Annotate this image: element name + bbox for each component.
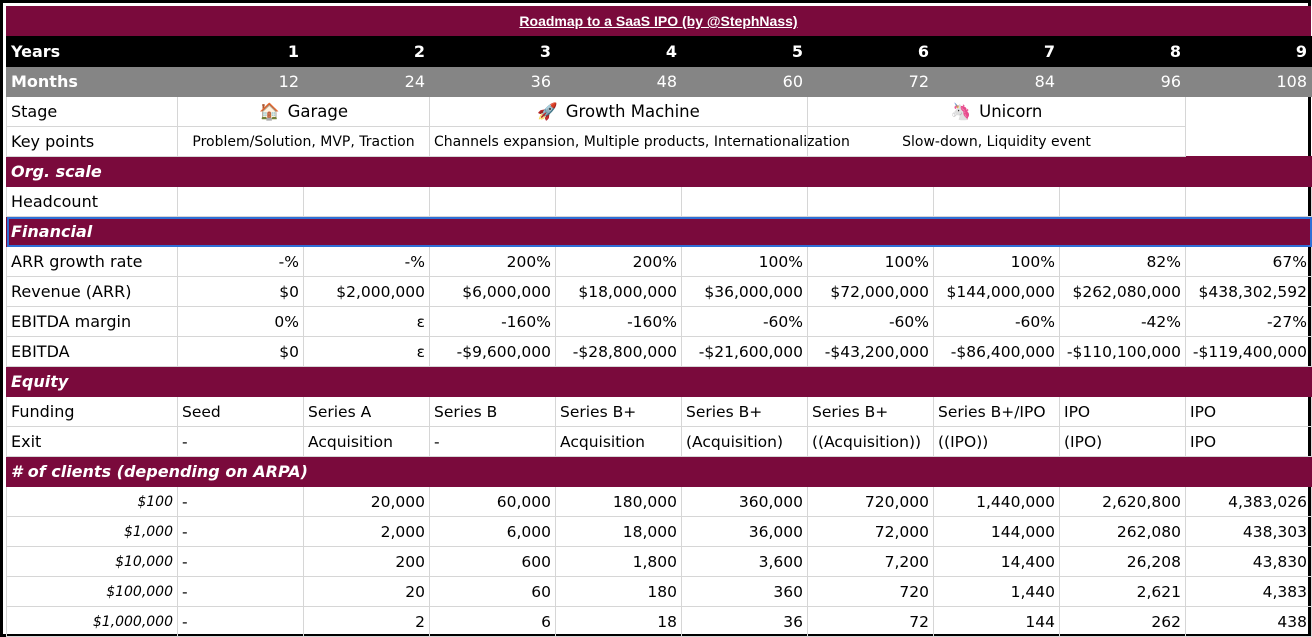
- stage-cell[interactable]: [808, 97, 1186, 127]
- section-financial: [7, 217, 1312, 247]
- clients-cell[interactable]: 60,000: [430, 487, 556, 517]
- clients-cell[interactable]: -: [178, 607, 304, 637]
- year-cell[interactable]: 1: [178, 37, 304, 67]
- clients-cell[interactable]: 720: [808, 577, 934, 607]
- clients-cell[interactable]: 60: [430, 577, 556, 607]
- equity-cell[interactable]: Series B+: [556, 397, 682, 427]
- value-cell[interactable]: $438,302,592: [1186, 277, 1312, 307]
- value-cell[interactable]: -60%: [934, 307, 1060, 337]
- year-cell[interactable]: 3: [430, 37, 556, 67]
- clients-cell[interactable]: 262,080: [1060, 517, 1186, 547]
- value-cell[interactable]: 100%: [934, 247, 1060, 277]
- year-cell[interactable]: 2: [304, 37, 430, 67]
- row-label[interactable]: ARR growth rate: [7, 247, 178, 277]
- value-cell[interactable]: -27%: [1186, 307, 1312, 337]
- clients-cell[interactable]: 20: [304, 577, 430, 607]
- stage-row: [7, 97, 1312, 127]
- stage-cell[interactable]: [430, 97, 808, 127]
- stage-name: Unicorn: [979, 101, 1043, 121]
- rocket-icon: 🚀: [537, 101, 558, 121]
- arpa-label[interactable]: $10,000: [7, 547, 178, 577]
- headcount-cell[interactable]: [682, 187, 808, 217]
- clients-row: [7, 577, 1312, 607]
- clients-cell[interactable]: 262: [1060, 607, 1186, 637]
- stage-name: Garage: [287, 101, 348, 121]
- equity-cell[interactable]: Series B+: [808, 397, 934, 427]
- headcount-label[interactable]: Headcount: [7, 187, 178, 217]
- clients-cell[interactable]: 144,000: [934, 517, 1060, 547]
- value-cell[interactable]: 200%: [430, 247, 556, 277]
- equity-row: [7, 427, 1312, 457]
- month-cell[interactable]: 48: [556, 67, 682, 97]
- financial-row: [7, 277, 1312, 307]
- clients-cell[interactable]: 7,200: [808, 547, 934, 577]
- months-label[interactable]: Months: [7, 67, 178, 97]
- value-cell[interactable]: $36,000,000: [682, 277, 808, 307]
- key-points-label[interactable]: Key points: [7, 127, 178, 157]
- value-cell[interactable]: $0: [178, 277, 304, 307]
- headcount-cell[interactable]: [934, 187, 1060, 217]
- clients-cell[interactable]: 438: [1186, 607, 1312, 637]
- month-cell[interactable]: 12: [178, 67, 304, 97]
- arpa-label[interactable]: $1,000,000: [7, 607, 178, 637]
- value-cell[interactable]: $144,000,000: [934, 277, 1060, 307]
- value-cell[interactable]: $72,000,000: [808, 277, 934, 307]
- value-cell[interactable]: -$43,200,000: [808, 337, 934, 367]
- headcount-cell[interactable]: [556, 187, 682, 217]
- value-cell[interactable]: 100%: [682, 247, 808, 277]
- clients-row: [7, 607, 1312, 637]
- year-cell[interactable]: 9: [1186, 37, 1312, 67]
- house-icon: 🏠: [259, 101, 280, 121]
- stage-cell[interactable]: [178, 97, 430, 127]
- clients-cell[interactable]: -: [178, 517, 304, 547]
- clients-cell[interactable]: 20,000: [304, 487, 430, 517]
- section-org-scale-label[interactable]: Org. scale: [7, 157, 1312, 187]
- section-financial-label[interactable]: Financial: [7, 217, 1312, 247]
- equity-cell[interactable]: Seed: [178, 397, 304, 427]
- year-cell[interactable]: 4: [556, 37, 682, 67]
- clients-cell[interactable]: 2: [304, 607, 430, 637]
- clients-cell[interactable]: 2,000: [304, 517, 430, 547]
- value-cell[interactable]: 0%: [178, 307, 304, 337]
- month-cell[interactable]: 24: [304, 67, 430, 97]
- clients-cell[interactable]: 36: [682, 607, 808, 637]
- equity-cell[interactable]: IPO: [1186, 427, 1312, 457]
- key-points-cell[interactable]: Channels expansion, Multiple products, Internationalization: [430, 127, 808, 157]
- section-clients: [7, 457, 1312, 487]
- clients-cell[interactable]: 26,208: [1060, 547, 1186, 577]
- month-cell[interactable]: 36: [430, 67, 556, 97]
- value-cell[interactable]: -42%: [1060, 307, 1186, 337]
- clients-cell[interactable]: 360: [682, 577, 808, 607]
- value-cell[interactable]: 100%: [808, 247, 934, 277]
- equity-cell[interactable]: Series B+: [682, 397, 808, 427]
- clients-cell[interactable]: 4,383: [1186, 577, 1312, 607]
- clients-cell[interactable]: 6,000: [430, 517, 556, 547]
- section-org-scale: [7, 157, 1312, 187]
- value-cell[interactable]: -$9,600,000: [430, 337, 556, 367]
- equity-cell[interactable]: Acquisition: [304, 427, 430, 457]
- value-cell[interactable]: ε: [304, 307, 430, 337]
- value-cell[interactable]: -60%: [682, 307, 808, 337]
- headcount-cell[interactable]: [1060, 187, 1186, 217]
- clients-cell[interactable]: 1,800: [556, 547, 682, 577]
- financial-row: [7, 337, 1312, 367]
- value-cell[interactable]: -$110,100,000: [1060, 337, 1186, 367]
- value-cell[interactable]: $262,080,000: [1060, 277, 1186, 307]
- month-cell[interactable]: 72: [808, 67, 934, 97]
- year-cell[interactable]: 5: [682, 37, 808, 67]
- year-cell[interactable]: 8: [1060, 37, 1186, 67]
- equity-cell[interactable]: ((Acquisition)): [808, 427, 934, 457]
- stage-name: Growth Machine: [565, 101, 700, 121]
- section-equity: [7, 367, 1312, 397]
- months-row: [7, 67, 1312, 97]
- row-label[interactable]: EBITDA margin: [7, 307, 178, 337]
- key-points-cell[interactable]: Problem/Solution, MVP, Traction: [178, 127, 430, 157]
- year-cell[interactable]: 7: [934, 37, 1060, 67]
- clients-cell[interactable]: 200: [304, 547, 430, 577]
- clients-cell[interactable]: 6: [430, 607, 556, 637]
- value-cell[interactable]: -160%: [556, 307, 682, 337]
- year-cell[interactable]: 6: [808, 37, 934, 67]
- clients-cell[interactable]: 2,620,800: [1060, 487, 1186, 517]
- value-cell[interactable]: -%: [178, 247, 304, 277]
- section-clients-label[interactable]: # of clients (depending on ARPA): [7, 457, 1312, 487]
- clients-cell[interactable]: 18,000: [556, 517, 682, 547]
- equity-cell[interactable]: Series B+/IPO: [934, 397, 1060, 427]
- arpa-label[interactable]: $100,000: [7, 577, 178, 607]
- equity-cell[interactable]: Acquisition: [556, 427, 682, 457]
- arpa-label[interactable]: $100: [7, 487, 178, 517]
- headcount-cell[interactable]: [808, 187, 934, 217]
- headcount-cell[interactable]: [430, 187, 556, 217]
- value-cell[interactable]: $2,000,000: [304, 277, 430, 307]
- clients-row: [7, 547, 1312, 577]
- value-cell[interactable]: $6,000,000: [430, 277, 556, 307]
- financial-row: [7, 247, 1312, 277]
- value-cell[interactable]: $0: [178, 337, 304, 367]
- row-label[interactable]: Funding: [7, 397, 178, 427]
- equity-cell[interactable]: -: [430, 427, 556, 457]
- clients-cell[interactable]: 1,440,000: [934, 487, 1060, 517]
- equity-cell[interactable]: (IPO): [1060, 427, 1186, 457]
- value-cell[interactable]: 67%: [1186, 247, 1312, 277]
- row-label[interactable]: Exit: [7, 427, 178, 457]
- equity-cell[interactable]: -: [178, 427, 304, 457]
- clients-cell[interactable]: 72: [808, 607, 934, 637]
- section-equity-label[interactable]: Equity: [7, 367, 1312, 397]
- clients-row: [7, 517, 1312, 547]
- years-row: [7, 37, 1312, 67]
- clients-cell[interactable]: 144: [934, 607, 1060, 637]
- value-cell[interactable]: -160%: [430, 307, 556, 337]
- equity-cell[interactable]: IPO: [1186, 397, 1312, 427]
- roadmap-table: [6, 36, 1312, 637]
- clients-cell[interactable]: 180: [556, 577, 682, 607]
- clients-cell[interactable]: 360,000: [682, 487, 808, 517]
- value-cell[interactable]: -$21,600,000: [682, 337, 808, 367]
- clients-cell[interactable]: 18: [556, 607, 682, 637]
- equity-cell[interactable]: Series B: [430, 397, 556, 427]
- clients-cell[interactable]: 1,440: [934, 577, 1060, 607]
- clients-cell[interactable]: -: [178, 547, 304, 577]
- clients-cell[interactable]: 438,303: [1186, 517, 1312, 547]
- clients-cell[interactable]: 720,000: [808, 487, 934, 517]
- clients-cell[interactable]: -: [178, 577, 304, 607]
- value-cell[interactable]: $18,000,000: [556, 277, 682, 307]
- clients-cell[interactable]: 14,400: [934, 547, 1060, 577]
- stage-label[interactable]: Stage: [7, 97, 178, 127]
- value-cell[interactable]: -60%: [808, 307, 934, 337]
- value-cell[interactable]: 82%: [1060, 247, 1186, 277]
- clients-cell[interactable]: -: [178, 487, 304, 517]
- equity-cell[interactable]: (Acquisition): [682, 427, 808, 457]
- clients-cell[interactable]: 36,000: [682, 517, 808, 547]
- headcount-row: [7, 187, 1312, 217]
- headcount-cell[interactable]: [304, 187, 430, 217]
- month-cell[interactable]: 108: [1186, 67, 1312, 97]
- equity-cell[interactable]: Series A: [304, 397, 430, 427]
- value-cell[interactable]: -$119,400,000: [1186, 337, 1312, 367]
- sheet-title[interactable]: Roadmap to a SaaS IPO (by @StephNass): [6, 6, 1311, 36]
- clients-cell[interactable]: 2,621: [1060, 577, 1186, 607]
- clients-cell[interactable]: 43,830: [1186, 547, 1312, 577]
- unicorn-icon: 🦄: [950, 101, 972, 121]
- equity-cell[interactable]: IPO: [1060, 397, 1186, 427]
- clients-cell[interactable]: 72,000: [808, 517, 934, 547]
- clients-cell[interactable]: 3,600: [682, 547, 808, 577]
- month-cell[interactable]: 60: [682, 67, 808, 97]
- arpa-label[interactable]: $1,000: [7, 517, 178, 547]
- clients-cell[interactable]: 600: [430, 547, 556, 577]
- month-cell[interactable]: 96: [1060, 67, 1186, 97]
- equity-cell[interactable]: ((IPO)): [934, 427, 1060, 457]
- value-cell[interactable]: ε: [304, 337, 430, 367]
- key-points-cell[interactable]: Slow-down, Liquidity event: [808, 127, 1186, 157]
- years-label[interactable]: Years: [7, 37, 178, 67]
- month-cell[interactable]: 84: [934, 67, 1060, 97]
- equity-row: [7, 397, 1312, 427]
- clients-cell[interactable]: 180,000: [556, 487, 682, 517]
- row-label[interactable]: Revenue (ARR): [7, 277, 178, 307]
- value-cell[interactable]: -$28,800,000: [556, 337, 682, 367]
- value-cell[interactable]: -$86,400,000: [934, 337, 1060, 367]
- financial-row: [7, 307, 1312, 337]
- key-points-row: [7, 127, 1312, 157]
- value-cell[interactable]: -%: [304, 247, 430, 277]
- value-cell[interactable]: 200%: [556, 247, 682, 277]
- headcount-cell[interactable]: [1186, 187, 1312, 217]
- clients-cell[interactable]: 4,383,026: [1186, 487, 1312, 517]
- clients-row: [7, 487, 1312, 517]
- row-label[interactable]: EBITDA: [7, 337, 178, 367]
- headcount-cell[interactable]: [178, 187, 304, 217]
